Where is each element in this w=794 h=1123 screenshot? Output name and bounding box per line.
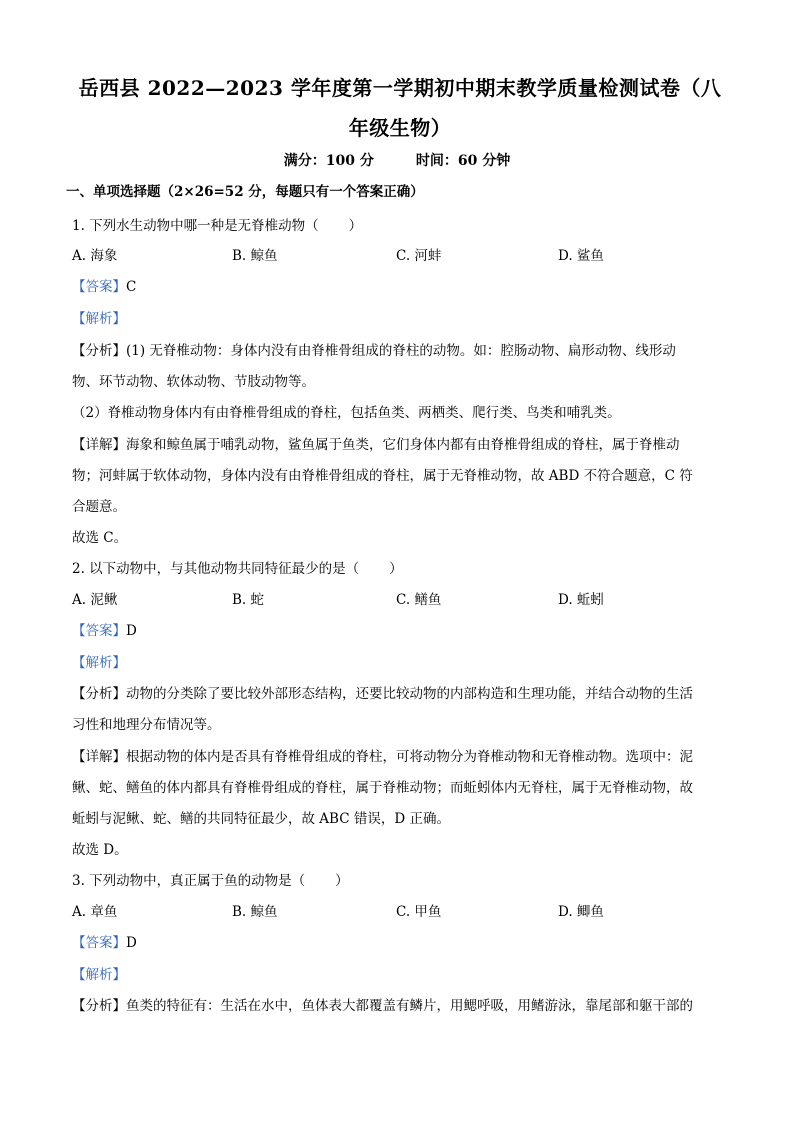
q3-option-d: D. 鲫鱼 <box>558 904 604 920</box>
q3-option-b: B. 鲸鱼 <box>232 904 278 920</box>
q1-option-d: D. 鲨鱼 <box>558 248 604 264</box>
q2-answer: 【答案】D <box>72 623 137 639</box>
q2-xiangjie-3: 蚯蚓与泥鳅、蛇、鳝的共同特征最少，故 ABC 错误，D 正确。 <box>72 811 450 827</box>
q3-answer: 【答案】D <box>72 935 137 951</box>
q2-xiangjie-1: 【详解】根据动物的体内是否具有脊椎骨组成的脊柱，可将动物分为脊椎动物和无脊椎动物。选项中：泥 <box>72 749 693 765</box>
q2-fenxi-2: 习性和地理分布情况等。 <box>72 717 221 733</box>
q2-option-b: B. 蛇 <box>232 592 265 608</box>
q1-conclusion: 故选 C。 <box>72 530 128 546</box>
q3-option-a: A. 章鱼 <box>72 904 118 920</box>
q1-option-c: C. 河蚌 <box>396 248 442 264</box>
exam-title-line-2: 年级生物） <box>348 116 452 140</box>
exam-info <box>0 150 794 170</box>
exam-time: 时间：60 分钟 <box>415 153 511 169</box>
exam-title-line-1: 岳西县 2022—2023 学年度第一学期初中期末教学质量检测试卷（八 <box>78 76 722 100</box>
q1-fenxi-3: （2）脊椎动物身体内有由脊椎骨组成的脊柱，包括鱼类、两栖类、爬行类、鸟类和哺乳类。 <box>72 405 621 421</box>
q1-answer: 【答案】C <box>72 279 137 295</box>
question-1-stem: 1. 下列水生动物中哪一种是无脊椎动物（ ） <box>72 218 363 234</box>
q1-analysis-label: 【解析】 <box>72 311 126 327</box>
q3-option-c: C. 甲鱼 <box>396 904 442 920</box>
q2-option-d: D. 蚯蚓 <box>558 592 604 608</box>
q1-option-b: B. 鲸鱼 <box>232 248 278 264</box>
q2-option-a: A. 泥鳅 <box>72 592 118 608</box>
q1-xiangjie-1: 【详解】海象和鲸鱼属于哺乳动物，鲨鱼属于鱼类，它们身体内都有由脊椎骨组成的脊柱，属于脊椎动 <box>72 437 680 453</box>
q3-fenxi-1: 【分析】鱼类的特征有：生活在水中，鱼体表大都覆盖有鳞片，用鳃呼吸，用鳍游泳，靠尾部和躯干部的 <box>72 998 693 1014</box>
q2-conclusion: 故选 D。 <box>72 842 128 858</box>
q2-option-c: C. 鳝鱼 <box>396 592 442 608</box>
q1-xiangjie-2: 物；河蚌属于软体动物，身体内没有由脊椎骨组成的脊柱，属于无脊椎动物，故 ABD 不符合题意，C 符 <box>72 468 693 484</box>
q1-fenxi-1: 【分析】(1) 无脊椎动物：身体内没有由脊椎骨组成的脊柱的动物。如：腔肠动物、扁形动物、线形动 <box>72 343 676 359</box>
q1-fenxi-2: 物、环节动物、软体动物、节肢动物等。 <box>72 374 315 390</box>
q1-xiangjie-3: 合题意。 <box>72 499 126 515</box>
section-heading: 一、单项选择题（2×26=52 分，每题只有一个答案正确） <box>66 184 424 200</box>
question-3-stem: 3. 下列动物中，真正属于鱼的动物是（ ） <box>72 873 349 889</box>
q2-xiangjie-2: 鳅、蛇、鳝鱼的体内都具有脊椎骨组成的脊柱，属于脊椎动物；而蚯蚓体内无脊柱，属于无脊椎动物，故 <box>72 780 693 796</box>
q2-fenxi-1: 【分析】动物的分类除了要比较外部形态结构，还要比较动物的内部构造和生理功能，并结合动物的生活 <box>72 686 693 702</box>
q3-analysis-label: 【解析】 <box>72 967 126 983</box>
question-2-stem: 2. 以下动物中，与其他动物共同特征最少的是（ ） <box>72 561 403 577</box>
q2-analysis-label: 【解析】 <box>72 655 126 671</box>
full-score: 满分：100 分 <box>283 153 374 169</box>
q1-option-a: A. 海象 <box>72 248 118 264</box>
